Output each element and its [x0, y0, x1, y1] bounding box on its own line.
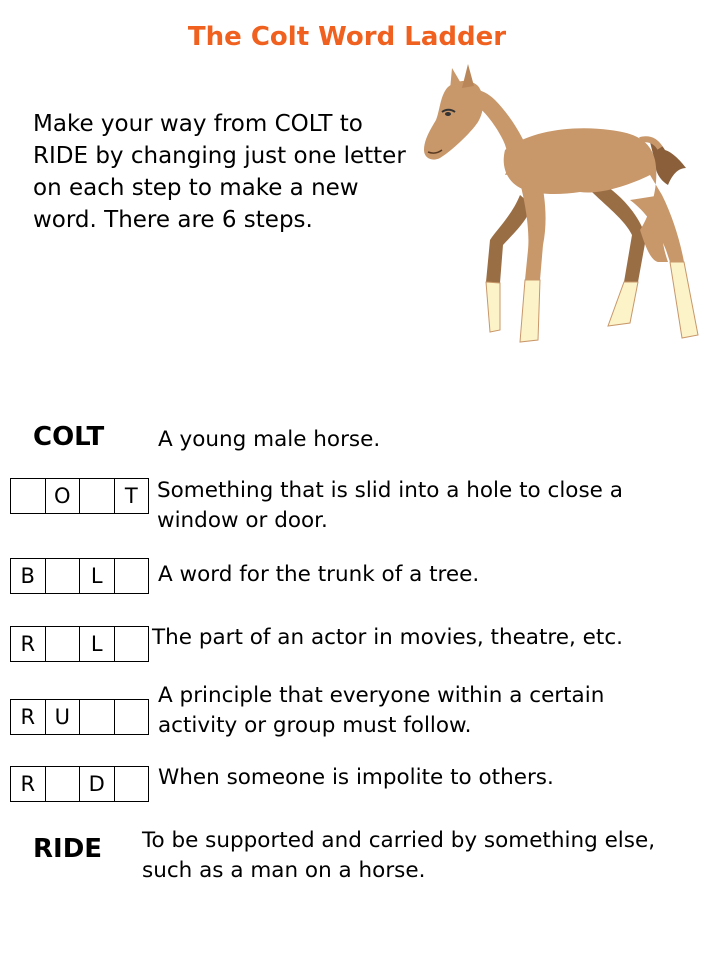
step-3-clue: The part of an actor in movies, theatre, etc.: [152, 625, 623, 650]
letter-box[interactable]: [11, 479, 46, 513]
step-1-boxes[interactable]: [10, 478, 149, 514]
instructions: Make your way from COLT to RIDE by changing just one letter on each step to make a new word. There are 6 steps.: [33, 111, 406, 233]
letter-box[interactable]: [115, 627, 150, 661]
letter-box[interactable]: [115, 767, 150, 801]
colt-illustration: [415, 62, 710, 352]
letter-box[interactable]: L: [80, 627, 115, 661]
step-2-clue: A word for the trunk of a tree.: [158, 562, 480, 587]
step-5-clue: When someone is impolite to others.: [158, 765, 554, 790]
letter-box[interactable]: [80, 700, 115, 734]
letter-box[interactable]: [115, 559, 150, 593]
letter-box[interactable]: R: [11, 627, 46, 661]
letter-box[interactable]: O: [46, 479, 81, 513]
step-3-boxes[interactable]: [10, 626, 149, 662]
letter-box[interactable]: [46, 767, 81, 801]
letter-box[interactable]: D: [80, 767, 115, 801]
step-5-boxes[interactable]: [10, 766, 149, 802]
letter-box[interactable]: R: [11, 767, 46, 801]
letter-box[interactable]: U: [46, 700, 81, 734]
letter-box[interactable]: R: [11, 700, 46, 734]
start-word: COLT: [33, 422, 105, 452]
letter-box[interactable]: [115, 700, 150, 734]
step-1-clue: Something that is slid into a hole to close a window or door.: [157, 478, 623, 533]
letter-box[interactable]: [80, 479, 115, 513]
letter-box[interactable]: B: [11, 559, 46, 593]
page-title: The Colt Word Ladder: [187, 22, 507, 52]
step-4-boxes[interactable]: [10, 699, 149, 735]
letter-box[interactable]: [46, 627, 81, 661]
step-4-clue: A principle that everyone within a certain activity or group must follow.: [158, 683, 605, 738]
end-clue: To be supported and carried by something else, such as a man on a horse.: [142, 828, 656, 883]
letter-box[interactable]: T: [115, 479, 150, 513]
end-word: RIDE: [33, 834, 103, 864]
start-clue: A young male horse.: [158, 427, 381, 452]
step-2-boxes[interactable]: [10, 558, 149, 594]
letter-box[interactable]: L: [80, 559, 115, 593]
letter-box[interactable]: [46, 559, 81, 593]
